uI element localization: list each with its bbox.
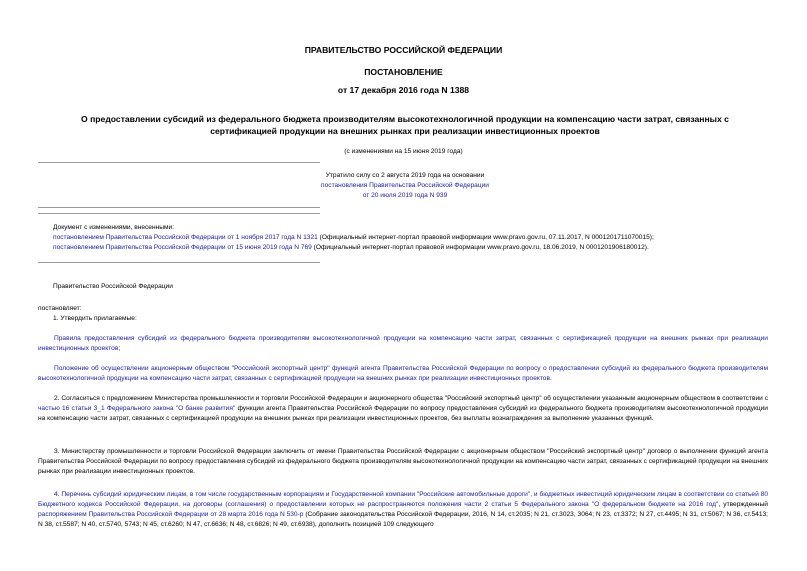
position-tail: . <box>549 375 552 382</box>
position-paragraph <box>38 364 768 384</box>
divider <box>38 262 320 263</box>
paragraph-2-text: 2. Согласиться с предложением Министерства промышленности и торговли Российской Федерации и акционерного общества "Российский экспортный центр" об осуществлении указанным акционерным обществом в соответствии с <box>54 395 768 402</box>
order-530-link[interactable]: распоряжением Правительства Российской Федерации от 28 марта 2016 года N 530-р <box>38 511 304 518</box>
amendments-block <box>53 223 773 253</box>
paragraph-2 <box>38 394 768 424</box>
amendment-link[interactable]: постановлением Правительства Российской Федерации от 15 июня 2019 года N 769 <box>53 244 312 251</box>
document-title: О предоставлении субсидий из федерального бюджета производителям высокотехнологичной продукции на компенсацию части затрат, связанных с сертификацией продукции на внешних рынках при реализации инвестиционных проектов <box>81 114 729 136</box>
rules-paragraph <box>38 334 768 354</box>
lost-force-link-date[interactable]: от 20 июля 2019 года N 939 <box>362 192 448 199</box>
amendment-item <box>53 233 773 243</box>
rules-link[interactable]: Правила предоставления субсидий из федерального бюджета производителям высокотехнологичной продукции на компенсацию части затрат, связанных с сертификацией продукции на внешних рынках при реализации инвестиционных проектов <box>38 335 768 352</box>
paragraph-4-text-end: (Собрание законодательства Российской Федерации, 2016, N 14, ст.2035; N 21, ст.3023, 3064; N 23, ст.3372; N 27, ст.4495; N 31, ст.5067; N 36, ст.5413; N 38, ст.5587; N 40, ст.5740, 5743; N 45, ст.6260; N 47, ст.6636; N 48, ст.6826; N 49, ст.6938), дополнить позицией 109 следующего <box>38 511 768 528</box>
paragraph-2-text-end: функции агента Правительства Российской Федерации по вопросу предоставления субсидий из федерального бюджета производителям высокотехнологичной продукции на компенсацию части затрат, связанных с сертификацией продукции на внешних рынках при реализации инвестиционных проектов, без выплаты вознаграждения за выполнение указанных функций. <box>38 405 768 422</box>
document-date-number: от 17 декабря 2016 года N 1388 <box>337 85 470 95</box>
paragraph-4-text: , утвержденный <box>718 501 768 508</box>
editions-note: (с изменениями на 15 июня 2019 года) <box>344 148 463 155</box>
paragraph-3-text: 3. Министерству промышленности и торговли Российской Федерации заключить от имени Правительства Российской Федерации с акционерным обществом "Российский экспортный центр" договор о выполнении функций агента Правительства Российской Федерации по вопросу предоставления субсидий из федерального бюджета производителям высокотехнологичной продукции на компенсацию части затрат, связанных с сертификацией продукции на внешних рынках при реализации инвестиционных проектов. <box>38 448 769 475</box>
paragraph-1: 1. Утвердить прилагаемые: <box>53 315 137 322</box>
paragraph-3 <box>38 447 768 477</box>
subsidy-list-link[interactable]: 4. Перечень субсидий юридическим лицам, в том числе государственным корпорациям и Государственной компании "Российские автомобильные дороги", и бюджетных инвестиций юридическим лицам в соответствии со статьей 80 Бюджетного кодекса Российской Федерации, на договоры (соглашения) о предоставлении которых не распространяются положения части 2 статьи 5 Федерального закона "О федеральном бюджете на 2016 год" <box>38 491 768 508</box>
lost-force-text: Утратило силу со 2 августа 2019 года на основании <box>325 172 485 179</box>
position-link[interactable]: Положение об осуществлении акционерным обществом "Российский экспортный центр" функций агента Правительства Российской Федерации по вопросу о предоставлении субсидий из федерального бюджета производителям высокотехнологичной продукции на компенсацию части затрат, связанных с сертификацией продукции на внешних рынках при реализации инвестиционных проектов <box>38 365 768 382</box>
lost-force-note <box>260 171 550 201</box>
amendments-heading: Документ с изменениями, внесенными: <box>53 224 175 231</box>
government-heading: ПРАВИТЕЛЬСТВО РОССИЙСКОЙ ФЕДЕРАЦИИ <box>304 45 503 55</box>
government-line: Правительство Российской Федерации <box>53 283 173 290</box>
divider <box>38 213 320 214</box>
amendment-source: (Официальный интернет-портал правовой информации www.pravo.gov.ru, 18.06.2019, N 0001201906180012). <box>311 244 649 251</box>
amendment-item <box>53 243 773 253</box>
amendment-link[interactable]: постановлением Правительства Российской Федерации от 1 ноября 2017 года N 1321 <box>53 234 318 241</box>
paragraph-4 <box>38 490 768 530</box>
lost-force-link[interactable]: постановления Правительства Российской Федерации <box>321 182 489 189</box>
rules-tail: ; <box>118 345 121 352</box>
divider <box>38 207 320 208</box>
document-type: ПОСТАНОВЛЕНИЕ <box>364 67 443 77</box>
decrees-line: постановляет: <box>38 305 82 312</box>
amendment-source: (Официальный интернет-портал правовой информации www.pravo.gov.ru, 07.11.2017, N 0001201711070015); <box>317 234 654 241</box>
bank-law-link[interactable]: частью 16 статьи 3_1 Федерального закона "О банке развития" <box>38 405 236 412</box>
divider <box>38 162 320 163</box>
